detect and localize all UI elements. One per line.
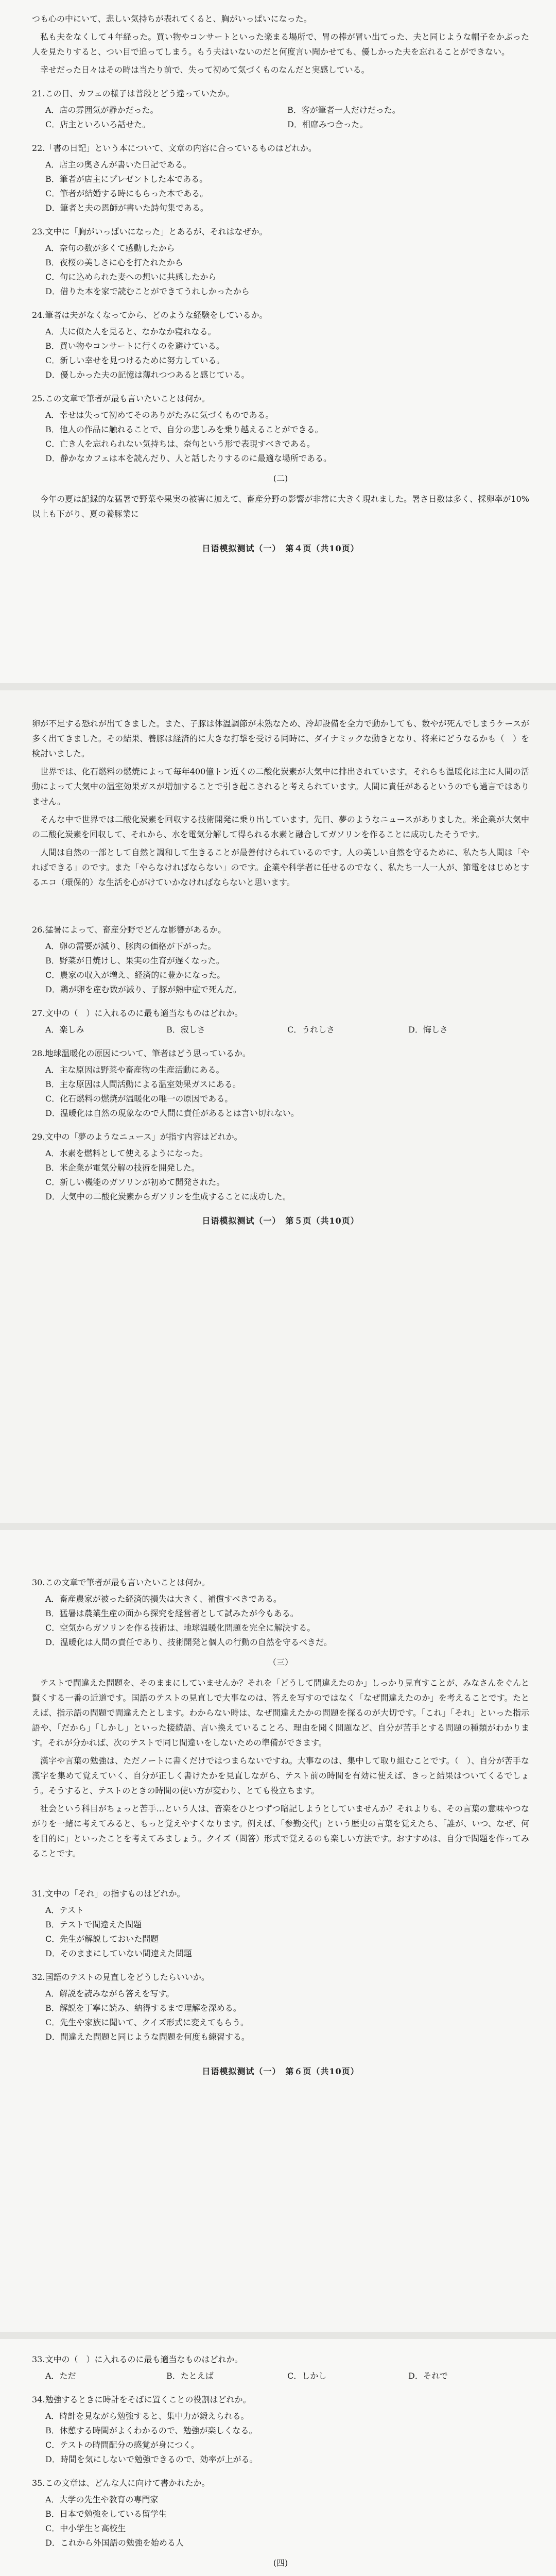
option-c[interactable]: C．句に込められた妻への想いに共感したから <box>45 272 217 282</box>
question-25 <box>32 392 529 466</box>
option-a[interactable]: A．大学の先生や教育の専門家 <box>45 2495 159 2504</box>
question-number: 23. <box>32 227 45 236</box>
question-text: 国語のテストの見直しをどうしたらいいか。 <box>45 1972 210 1982</box>
option-b[interactable]: B．寂しさ <box>166 1025 205 1035</box>
option-b[interactable]: B．たとえば <box>166 2371 214 2381</box>
question-28 <box>32 1046 529 1121</box>
question-number: 21. <box>32 89 45 98</box>
intro-line-1: つも心の中にいて、悲しい気持ちが表れてくると、胸がいっぱいになった。 <box>32 14 312 24</box>
option-a[interactable]: A．店主の奥さんが書いた日記である。 <box>45 160 192 170</box>
option-a[interactable]: A．畜産農家が被った経済的損失は大きく、補償すべきである。 <box>45 1594 282 1604</box>
option-c[interactable]: C．新しい機能のガソリンが初めて開発された。 <box>45 1177 225 1187</box>
passage-paragraph-3: そんな中で世界では二酸化炭素を回収する技術開発に乗り出しています。先日、夢のようなニュースがありました。米企業が大気中の二酸化炭素を回収して、それから、水を電気分解して得られる水素と融合してガソリンを作ることに成功したそうです。 <box>32 815 529 839</box>
option-c[interactable]: C．うれしさ <box>287 1025 335 1035</box>
question-text: この文章は、どんな人に向けて書かれたか。 <box>45 2478 210 2488</box>
option-b[interactable]: B．夜桜の美しさに心を打たれたから <box>45 258 183 267</box>
option-d[interactable]: D．筆者と夫の恩師が書いた詩句集である。 <box>45 203 208 213</box>
question-text: 文中の（ ）に入れるのに最も適当なものはどれか。 <box>45 1008 243 1018</box>
question-24 <box>32 308 529 382</box>
option-a[interactable]: A．解説を読みながら答えを写す。 <box>45 1989 175 1998</box>
option-c[interactable]: C．テストの時間配分の感覚が身につく。 <box>45 2440 199 2450</box>
option-d[interactable]: D．相席みつ合った。 <box>287 120 368 129</box>
option-a[interactable]: A．楽しみ <box>45 1025 84 1035</box>
option-c[interactable]: C．空気からガソリンを作る技術は、地球温暖化問題を完全に解決する。 <box>45 1623 316 1633</box>
option-d[interactable]: D．そのままにしていない間違えた問題 <box>45 1948 192 1958</box>
passage-paragraph-2: 漢字や言葉の勉強は、ただノートに書くだけではつまらないですね。大事なのは、集中して取り組むことです。（ ）、自分が苦手な漢字を集めて覚えていく、自分が正しく書けたかを見直しながら、テスト前の時間を有効に使えば、きっと結果はついてくるでしょう。そうすると、テストのときの時間の使い方が変わり、とても役立ちます。 <box>32 1756 529 1795</box>
option-c[interactable]: C．店主といろいろ話せた。 <box>45 120 151 129</box>
question-text: 地球温暖化の原因について、筆者はどう思っているか。 <box>45 1048 251 1058</box>
question-text: この文章で筆者が最も言いたいことは何か。 <box>45 394 210 403</box>
exam-page-5 <box>0 690 556 1530</box>
question-32 <box>32 1970 529 2044</box>
option-d[interactable]: D．これから外国語の勉強を始める人 <box>45 2538 184 2548</box>
question-text: 文中に「胸がいっぱいになった」とあるが、それはなぜか。 <box>45 227 268 236</box>
option-b[interactable]: B．解説を丁寧に読み、納得するまで理解を深める。 <box>45 2003 241 2013</box>
passage-paragraph-1: テストで間違えた問題を、そのままにしていませんか？それを「どうして間違えたのか」しっかり見直すことが、みなさんをぐんと賢くする一番の近道です。国語のテストの見直しで大事なのは、答えを写すのではなく「なぜ間違えたのか」を考えることです。たとえば、指示語の問題で間違えたとします。わからない時は、なぜ間違えたかの問題を探るのが大切です。「これ」「それ」といった指示語や、「だから」「しかし」といった接続語、言い換えていることろ、理由を聞く問題など、自分が苦手とする問題の種類がわかります。それが分かれば、次のテストで同じ間違いをしないための準備ができます。 <box>32 1678 529 1748</box>
question-number: 25. <box>32 394 45 403</box>
option-d[interactable]: D．温暖化は自然の現象なので人間に責任があるとは言い切れない。 <box>45 1108 299 1118</box>
question-text: 文中の「それ」の指すものはどれか。 <box>45 1889 185 1899</box>
passage-paragraph-1: 卵が不足する恐れが出てきました。また、子豚は体温調節が未熟なため、冷却設備を全力で動かしても、数やが死んでしまうケースが多く出てきました。その結果、養豚は経済的に大きな打撃を受ける同時に、ダイナミックな動きとなり、将来にどうなるかも（ ）を検討いました。 <box>32 719 529 758</box>
question-number: 32. <box>32 1972 45 1982</box>
page-footer: 日语模拟测试（一） 第５页（共10页） <box>202 1216 359 1226</box>
option-d[interactable]: D．悔しさ <box>408 1025 448 1035</box>
option-d[interactable]: D．時間を気にしないで勉強できるので、効率が上がる。 <box>45 2454 258 2464</box>
option-a[interactable]: A．主な原因は野菜や畜産物の生産活動にある。 <box>45 1065 224 1075</box>
option-c[interactable]: C．化石燃料の燃焼が温暖化の唯一の原因である。 <box>45 1094 233 1104</box>
question-number: 35. <box>32 2478 45 2488</box>
question-number: 30. <box>32 1578 45 1587</box>
question-number: 28. <box>32 1048 45 1058</box>
question-number: 33. <box>32 2354 45 2364</box>
question-31 <box>32 1887 529 1961</box>
question-number: 34. <box>32 2395 45 2404</box>
option-b[interactable]: B．筆者が店主にプレゼントした本である。 <box>45 174 208 184</box>
question-23 <box>32 225 529 299</box>
option-c[interactable]: C．筆者が結婚する時にもらった本である。 <box>45 189 208 198</box>
question-number: 24. <box>32 310 45 320</box>
option-a[interactable]: A．卵の需要が減り、豚肉の価格が下がった。 <box>45 941 216 951</box>
option-b[interactable]: B．休憩する時間がよくわかるので、勉強が楽しくなる。 <box>45 2426 257 2435</box>
option-c[interactable]: C．農家の収入が増え、経済的に豊かになった。 <box>45 970 225 980</box>
option-a[interactable]: A．奈句の数が多くて感動したから <box>45 243 175 253</box>
option-a[interactable]: A．時計を見ながら勉強すると、集中力が鍛えられる。 <box>45 2411 249 2421</box>
option-a[interactable]: A．テスト <box>45 1905 84 1915</box>
option-b[interactable]: B．テストで間違えた問題 <box>45 1920 142 1929</box>
option-b[interactable]: B．米企業が電気分解の技術を開発した。 <box>45 1163 200 1173</box>
question-34 <box>32 2393 529 2467</box>
option-a[interactable]: A．ただ <box>45 2371 76 2381</box>
passage-line: 今年の夏は記録的な猛暑で野菜や果実の被害に加えて、畜産分野の影響が非常に大きく現れました。暑さ日数は多く、採卵率が10%以上も下がり、夏の養豚業に <box>32 494 529 519</box>
question-number: 26. <box>32 925 45 935</box>
option-b[interactable]: B．他人の作品に触れることで、自分の悲しみを乗り越えることができる。 <box>45 425 323 434</box>
passage-paragraph-2: 世界では、化石燃料の燃焼によって毎年400億トン近くの二酸化炭素が大気中に排出されています。それらも温暖化は主に人間の活動によって大気中の温室効果ガスが増加することで引き起こされると考えられています。人間に責任があるというのでも過言ではありません。 <box>32 767 529 806</box>
option-b[interactable]: B．野菜が日焼けし、果実の生育が遅くなった。 <box>45 956 224 965</box>
question-35 <box>32 2476 529 2550</box>
passage-paragraph-3: 社会という科目がちょっと苦手…という人は、音楽をひとつずつ暗記しようとしていませんか？それよりも、その言葉の意味やつながりを一緒に考えてみると、もっと覚えやすくなります。例えば、「参勤交代」という歴史の言葉を覚えたら、「誰が、いつ、なぜ、何を目的に」といったことを考えてみましょう。クイズ（問答）形式で覚えるのも楽しい方法です。おすすめは、自分で問題を作ってみることです。 <box>32 1804 530 1858</box>
option-c[interactable]: C．新しい幸せを見つけるために努力している。 <box>45 355 225 365</box>
question-26 <box>32 923 529 997</box>
option-a[interactable]: A．幸せは失って初めてそのありがたみに気づくものである。 <box>45 410 274 420</box>
option-d[interactable]: D．借りた本を家で読むことができてうれしかったから <box>45 286 250 296</box>
question-text: 勉強するときに時計をそばに置くことの役割はどれか。 <box>45 2395 251 2404</box>
question-30 <box>32 1575 529 1650</box>
option-c[interactable]: C．中小学生と高校生 <box>45 2523 126 2533</box>
question-text: 筆者は夫がなくなってから、どのような経験をしているか。 <box>45 310 268 320</box>
option-b[interactable]: B．買い物やコンサートに行くのを避けている。 <box>45 341 224 351</box>
option-c[interactable]: C．先生や家族に聞いて、クイズ形式に変えてもらう。 <box>45 2018 249 2027</box>
option-c[interactable]: C．しかし <box>287 2371 327 2381</box>
intro-line-3: 幸せだった日々はその時は当たり前で、失って初めて気づくものなんだと実感している。 <box>40 65 370 75</box>
option-d[interactable]: D．静かなカフェは本を読んだり、人と話したりするのに最適な場所である。 <box>45 453 332 463</box>
question-number: 31. <box>32 1889 45 1899</box>
exam-page-6 <box>0 1530 556 2339</box>
option-a[interactable]: A．水素を燃料として使えるようになった。 <box>45 1148 208 1158</box>
question-text: 文中の（ ）に入れるのに最も適当なものはどれか。 <box>45 2354 243 2364</box>
option-b[interactable]: B．客が筆者一人だけだった。 <box>287 105 401 115</box>
question-27 <box>32 1006 529 1037</box>
exam-page-7 <box>0 2339 556 2576</box>
option-a[interactable]: A．店の雰囲気が静かだった。 <box>45 105 159 115</box>
question-22 <box>32 141 529 215</box>
option-b[interactable]: B．日本で勉強をしている留学生 <box>45 2509 167 2519</box>
option-d[interactable]: D．間違えた問題と同じような問題を何度も練習する。 <box>45 2032 250 2042</box>
option-a[interactable]: A．夫に似た人を見ると、なかなか寝れなる。 <box>45 327 216 336</box>
section-marker: (四) <box>273 2558 288 2568</box>
passage-paragraph-4: 人間は自然の一部として自然と調和して生きることが最善付けられているのです。人の美しい自然を守るために、私たち人間は「やればできる」のです。また「やらなければならない」のです。企業や科学者に任せるのでなく、私たち一人一人が、節電をはじめとするエコ（環保的）な生活を心がけていかなければならないと思います。 <box>32 848 529 887</box>
question-text: 猛暑によって、畜産分野でどんな影響があるか。 <box>45 925 227 935</box>
question-text: 「書の日記」という本について、文章の内容に合っているものはどれか。 <box>45 143 317 153</box>
question-number: 22. <box>32 143 45 153</box>
option-d[interactable]: D．温暖化は人間の責任であり、技術開発と個人の行動の自然を守るべきだ。 <box>45 1637 332 1647</box>
question-number: 29. <box>32 1132 45 1142</box>
exam-page-4 <box>0 0 556 690</box>
question-text: この日、カフェの様子は普段とどう違っていたか。 <box>45 89 234 98</box>
option-c[interactable]: C．亡き人を忘れられない気持ちは、奈句という形で表現すべきである。 <box>45 439 315 449</box>
option-d[interactable]: D．それで <box>408 2371 448 2381</box>
option-b[interactable]: B．猛暑は農業生産の面から探究を経営者として試みたが今もある。 <box>45 1608 299 1618</box>
intro-line-2: 私も夫をなくして４年経った。買い物やコンサートといった楽まる場所で、胃の棒が冒い出てった、夫と同じような帽子をかぶった人を見たりすると、つい目で追ってしまう。もう夫はいないのだと何度言い聞かせても、優しかった夫を忘れることができない。 <box>32 32 529 57</box>
page-footer: 日语模拟测试（一） 第４页（共10页） <box>202 544 359 553</box>
section-marker: (二) <box>273 473 288 483</box>
question-21 <box>32 87 529 132</box>
question-text: この文章で筆者が最も言いたいことは何か。 <box>45 1578 210 1587</box>
question-29 <box>32 1130 529 1204</box>
option-d[interactable]: D．鶏が卵を産む数が減り、子豚が熱中症で死んだ。 <box>45 985 241 994</box>
question-number: 27. <box>32 1008 45 1018</box>
question-33 <box>32 2352 529 2383</box>
option-c[interactable]: C．先生が解説しておいた問題 <box>45 1934 159 1944</box>
option-d[interactable]: D．優しかった夫の記憶は薄れつつあると感じている。 <box>45 370 250 380</box>
option-d[interactable]: D．大気中の二酸化炭素からガソリンを生成することに成功した。 <box>45 1192 291 1201</box>
question-text: 文中の「夢のようなニュース」が指す内容はどれか。 <box>45 1132 242 1142</box>
option-b[interactable]: B．主な原因は人間活動による温室効果ガスにある。 <box>45 1079 241 1089</box>
page-footer: 日语模拟测试（一） 第６页（共10页） <box>202 2066 359 2076</box>
section-marker: （三） <box>268 1657 293 1667</box>
